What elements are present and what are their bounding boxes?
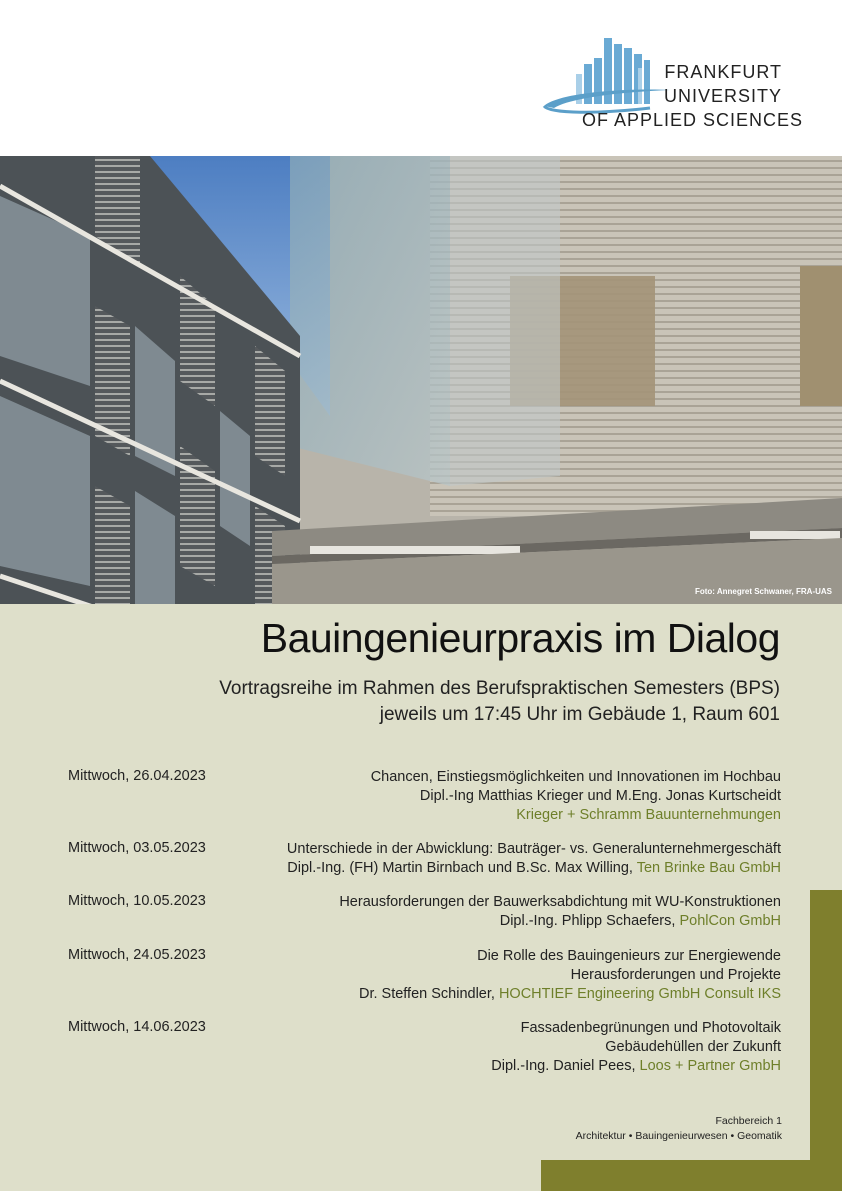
event-date: Mittwoch, 24.05.2023: [68, 947, 206, 963]
event-speakers-line: [339, 912, 781, 931]
footer-department: Fachbereich 1: [715, 1115, 782, 1127]
event-topic: Chancen, Einstiegsmöglichkeiten und Innovationen im Hochbau: [370, 769, 781, 785]
subtitle-line-1: Vortragsreihe im Rahmen des Berufspraktischen Semesters (BPS): [219, 678, 780, 699]
logo-text: [582, 60, 804, 132]
header: [0, 0, 842, 156]
building-photo: [0, 156, 842, 604]
event-date: Mittwoch, 14.06.2023: [68, 1019, 206, 1035]
event-details: [491, 1019, 781, 1076]
footer-disciplines: Architektur • Bauingenieurwesen • Geomatik: [575, 1130, 782, 1142]
event-details: [287, 840, 781, 878]
event-speakers: Dipl.-Ing. Phlipp Schaefers,: [499, 913, 676, 929]
event-speakers-line: [359, 985, 781, 1004]
event-topic: Herausforderungen der Bauwerksabdichtung mit WU-Konstruktionen: [339, 894, 781, 910]
accent-bar-vertical: [810, 890, 842, 1191]
department-footer: [576, 1114, 782, 1144]
photo-credit: Foto: Annegret Schwaner, FRA-UAS: [694, 587, 832, 596]
logo-line-1: FRANKFURT: [664, 62, 782, 82]
event-topic-2: Gebäudehüllen der Zukunft: [605, 1039, 781, 1055]
page-subtitle: [219, 676, 780, 728]
logo-line-3: OF APPLIED SCIENCES: [582, 110, 804, 130]
event-speakers: Dipl.-Ing. (FH) Martin Birnbach und B.Sc. Max Willing,: [287, 860, 633, 876]
event-topic: Die Rolle des Bauingenieurs zur Energiewende: [477, 948, 781, 964]
event-date: Mittwoch, 10.05.2023: [68, 893, 206, 909]
event-details: [359, 947, 781, 1004]
event-date: Mittwoch, 26.04.2023: [68, 768, 206, 784]
event-details: [339, 893, 781, 931]
event-speakers-line: [491, 1057, 781, 1076]
event-company: Ten Brinke Bau GmbH: [636, 860, 781, 876]
event-topic: Unterschiede in der Abwicklung: Bauträger- vs. Generalunternehmergeschäft: [286, 841, 781, 857]
accent-bar-bottom: [541, 1160, 842, 1191]
event-speakers-line: [287, 859, 781, 878]
subtitle-line-2: jeweils um 17:45 Uhr im Gebäude 1, Raum 601: [379, 704, 780, 725]
event-topic-2: Herausforderungen und Projekte: [570, 967, 781, 983]
event-company: Krieger + Schramm Bauunternehmungen: [516, 807, 781, 823]
event-speakers: Dipl.-Ing. Daniel Pees,: [491, 1058, 636, 1074]
event-company: HOCHTIEF Engineering GmbH Consult IKS: [498, 986, 781, 1002]
event-speakers: Dipl.-Ing Matthias Krieger und M.Eng. Jonas Kurtscheidt: [419, 788, 781, 804]
event-topic: Fassadenbegrünungen und Photovoltaik: [520, 1020, 781, 1036]
building-facade-image: [0, 156, 842, 604]
event-date: Mittwoch, 03.05.2023: [68, 840, 206, 856]
event-company: PohlCon GmbH: [679, 913, 781, 929]
event-details: [371, 768, 781, 825]
event-speakers: Dr. Steffen Schindler,: [358, 986, 495, 1002]
logo-line-2: UNIVERSITY: [663, 86, 782, 106]
page-title: Bauingenieurpraxis im Dialog: [260, 615, 780, 661]
event-company: Loos + Partner GmbH: [639, 1058, 781, 1074]
